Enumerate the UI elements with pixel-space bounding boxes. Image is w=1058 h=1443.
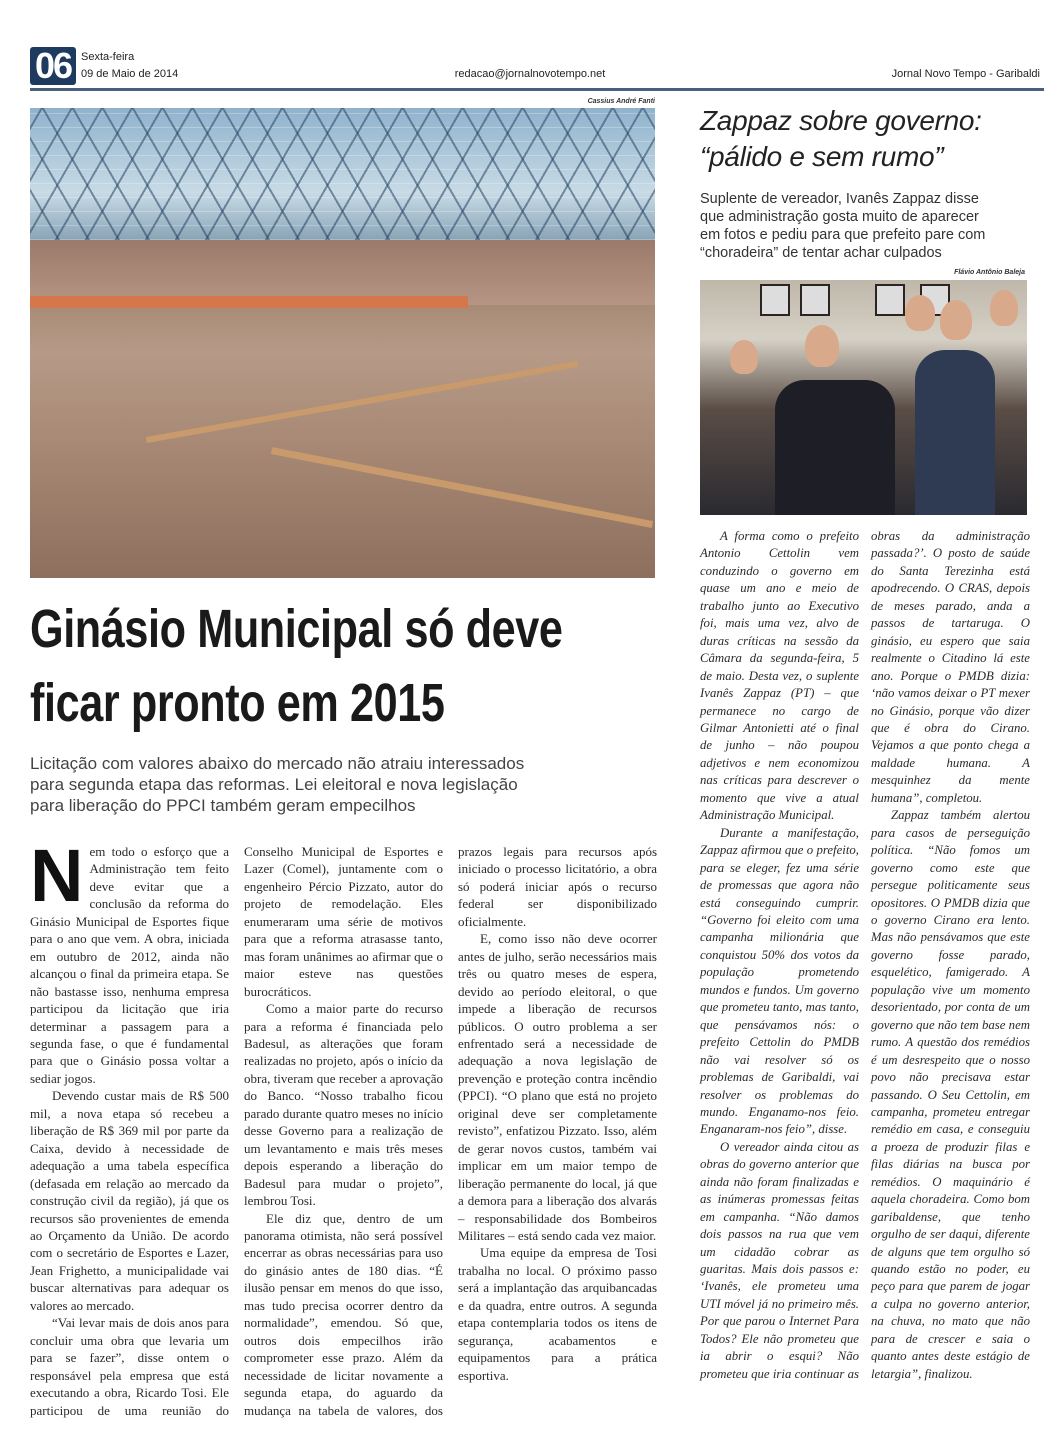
article-paragraph: Durante a manifestação, Zappaz afirmou que o prefeito, para se eleger, fez uma série de promessas que agora não está conseguindo cumprir. “Governo foi eleito com uma campanha milionária que conquistou 50% dos votos da população prometendo mundos e fundos. Um governo que prometeu tanto, mas tanto, que pensávamos nós: o prefeito Cettolin do PMDB não vai resolver só os problemas de Garibaldi, vai resolver os problemas do mundo. Enganamo-nos feio. Enganaram-nos feio”, disse. <box>700 825 859 1137</box>
wooden-board <box>270 447 652 528</box>
photo-credit: Cassius André Fanti <box>587 98 655 105</box>
article-paragraph: O vereador ainda citou as obras do governo anterior que ainda não foram finalizadas e as inúmeras promessas feitas em campanha. “Não damos dois passos na rua que vem um cidadão cobrar as guaritas. Mais dois passos e: ‘Ivanês, ele prometeu uma UTI móvel já no primeiro mês. Por que parou o Internet Para Todos? Ele não prometeu que ia abrir o esqui? Não prometeu que iria continuar as obras da administração passada?’. O posto de saúde do Santa Terezinha está apodrecendo. O CRAS, depois de meses parado, anda a passos de tartaruga. O ginásio, eu espero que saia realmente o Citadino lá este ano. Porque o PMDB dizia: ‘não vamos deixar o PT mexer no Ginásio, porque vão dizer que é obra do Cirano. Vejamos a que ponto chega a maldade humana. A mesquinhez da mente humana”, completou. <box>700 529 1030 1381</box>
header-divider <box>30 88 1044 91</box>
wall-portrait <box>875 284 905 316</box>
weekday: Sexta-feira <box>81 51 135 63</box>
article-paragraph: Devendo custar mais de R$ 500 mil, a nova etapa só recebeu a liberação de R$ 369 mil por parte da Caixa, devido à necessidade de adequação a uma tabela específica (defasada em relação ao mercado da construção civil da região), já que os recursos são provenientes de emenda ao Orçamento da União. De acordo com o secretário de Esportes e Lazer, Jean Frighetto, a municipalidade vai buscar alternativas para adequar os valores ao mercado. <box>30 1088 229 1313</box>
newspaper-name: Jornal Novo Tempo - Garibaldi <box>891 68 1040 80</box>
article-paragraph: A forma como o prefeito Antonio Cettolin vem conduzindo o governo em quase um ano e meio de trabalho junto ao Executivo foi, mais uma vez, alvo de duras críticas na sessão da Câmara da segunda-feira, 5 de maio. Desta vez, o suplente Ivanês Zappaz (PT) – que permanece no cargo de Gilmar Antonietti até o final de junho – não poupou adjetivos e nem economizou nas críticas para descrever o momento que vive a atual Administração Municipal. <box>700 529 859 823</box>
wall-portrait <box>760 284 790 316</box>
article-paragraph: “Vai levar mais de dois anos para concluir uma obra que levaria um para se fazer”, disse ontem o responsável pela empresa que está executando a obra, Ricardo Tosi. Ele participou de uma reunião do Conselho Municipal de Esportes e Lazer (Comel), juntamente com o engenheiro Pércio Pizzato, autor do projeto de remodelação. Eles enumeraram uma série de motivos para que a reforma atrasasse tanto, mas foram unânimes ao afirmar que o maior esteve nas questões burocráticos. <box>30 844 443 1418</box>
article-paragraph: Ele diz que, dentro de um panorama otimista, não será possível encerrar as obras necessárias para uso do ginásio antes de 180 dias. “É ilusão pensar em menos do que isso, mas tudo precisa ocorrer dentro da normalidade”, emendou. Só que, outros dois empecilhos irão comprometer esse prazo. Além da necessidade de licitar novamente a segunda etapa, do aguardo da mudança na tabela de valores, dos prazos legais para recursos após iniciado o processo licitatório, a obra só poderá iniciar após o recurso federal ser disponibilizado oficialmente. <box>244 844 657 1418</box>
headline-line: “pálido e sem rumo” <box>700 141 944 172</box>
paragraph-text: em todo o esforço que a Administração tem feito deve evitar que a conclusão da reforma do Ginásio Municipal de Esportes fique para o ano que vem. A obra, iniciada em outubro de 2012, ainda não alcançou o final da primeira etapa. Se não bastasse isso, nenhuma empresa participou da licitação que iria determinar a passagem para a segunda fase, o que é fundamental para que o Ginásio possa voltar a sediar jogos. <box>30 844 229 1086</box>
photo-credit: Flávio Antônio Baleja <box>954 269 1025 276</box>
main-deck: Licitação com valores abaixo do mercado não atraiu interessados para segunda etapa das reformas. Lei eleitoral e nova legislação para liberação do PPCI também geram empecilhos <box>30 754 525 815</box>
main-article-body <box>30 834 657 1419</box>
side-headline <box>700 103 1040 175</box>
drop-cap: N <box>30 834 84 917</box>
headline-line: Ginásio Municipal só deve <box>30 599 563 659</box>
council-session-photo <box>700 280 1027 515</box>
person <box>905 295 935 331</box>
headline-line: ficar pronto em 2015 <box>30 673 445 733</box>
wall-portrait <box>800 284 830 316</box>
side-article-body <box>700 528 1030 1383</box>
headline-line: Zappaz sobre governo: <box>700 105 982 136</box>
article-paragraph: Uma equipe da empresa de Tosi trabalha no local. O próximo passo será a implantação das arquibancadas e da quadra, entre outros. A segunda etapa contemplaria todos os itens de segurança, acabamentos e equipamentos para a prática esportiva. <box>458 1245 657 1383</box>
person <box>805 325 839 367</box>
article-paragraph: Zappaz também alertou para casos de perseguição política. “Não fomos um governo como este que persegue politicamente seus opositores. O PMDB dizia que o governo Cirano era lento. Mas não pensávamos que este governo fosse parado, esquelético, famigerado. A população vive um momento desorientado, por conta de um governo que não tem base nem rumo. A questão dos remédios é um desrespeito que o nosso povo não precisava estar passando. O Seu Cettolin, em campanha, prometeu entregar remédio em casa, e conseguiu a proeza de produzir filas e filas diárias na busca por remédios. O maquinário é aquela choradeira. Como bom garibaldense, que tenho orgulho de ser daqui, diferente de alguns que tem orgulho só quando estão no poder, eu peço para que parem de jogar a culpa no governo anterior, na chuva, no mato que não para de crescer e saia o quanto antes deste estágio de letargia”, finalizou. <box>871 808 1030 1381</box>
article-paragraph <box>30 834 229 1087</box>
fence <box>30 296 468 308</box>
issue-date: 09 de Maio de 2014 <box>81 68 179 80</box>
person <box>990 290 1018 326</box>
person <box>730 340 758 374</box>
person <box>915 350 995 515</box>
gymnasium-construction-photo <box>30 108 655 578</box>
article-paragraph: Como a maior parte do recurso para a reforma é financiada pelo Badesul, as alterações que foram realizadas no projeto, após o início da obra, tiveram que receber a aprovação do Banco. “Nosso trabalho ficou parado durante quatro meses no início desse Governo para a realização de um levantamento e mais três meses depois esperando a liberação do Badesul para mudar o projeto”, lembrou Tosi. <box>244 1001 443 1209</box>
person <box>940 300 972 340</box>
contact-email[interactable]: redacao@jornalnovotempo.net <box>454 68 606 80</box>
wooden-board <box>145 361 577 443</box>
side-deck: Suplente de vereador, Ivanês Zappaz disse que administração gosta muito de aparecer em fotos e pediu para que prefeito pare com “choradeira” de tentar achar culpados <box>700 191 986 261</box>
page-number-badge: 06 <box>30 47 76 85</box>
article-paragraph: E, como isso não deve ocorrer antes de julho, serão necessários mais três ou quatro meses de espera, devido ao período eleitoral, o que impede a liberação de recursos públicos. O outro problema a ser enfrentado será a necessidade de adequação a nova legislação de prevenção e proteção contra incêndio (PPCI). “O plano que está no projeto original deve ser completamente revisto”, enfatizou Pizzato. Isso, além de gerar novos custos, também vai implicar em um maior tempo de liberação permanente do local, já que a demora para a liberação dos alvarás – responsabilidade dos Bombeiros Militares – está sendo cada vez maior. <box>458 931 657 1243</box>
man-in-suit <box>775 380 895 515</box>
